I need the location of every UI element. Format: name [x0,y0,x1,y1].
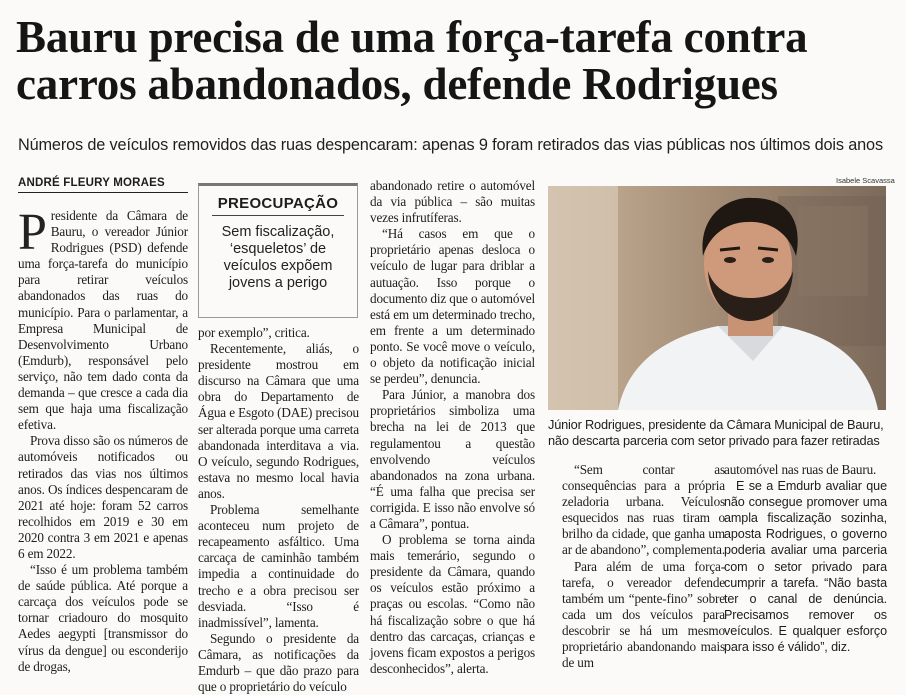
byline: ANDRÉ FLEURY MORAES [18,177,188,193]
portrait-illustration [548,186,886,410]
drop-cap: P [18,204,47,261]
paragraph: Problema semelhante aconteceu num projeto de recapeamento asfáltico. Uma carcaça de caminhão também impedia a continuidade do trecho e a obra precisou ser desviada. “Isso é inadmissível”, lamenta. [198,502,359,630]
headline: Bauru precisa de uma força-tarefa contra carros abandonados, defende Rodrigues [16,12,808,109]
paragraph: automóvel nas ruas de Bauru. [724,462,877,477]
paragraph: Para Júnior, a manobra dos proprietários simboliza uma brecha na lei de 2013 que regulamentou a questão envolvendo veículos abandonados na zona urbana. “É uma falha que precisa ser corrigida. E isso não envolve só a Câmara”, pontua. [370,387,535,531]
paragraph: “Sem contar as consequências para a própria zeladoria urbana. Veículos esquecidos nas ruas tiram o brilho da cidade, que ganha um ar de abandono”, complementa. [562,462,725,558]
sidebar-label: PREOCUPAÇÃO [212,195,345,216]
paragraph: abandonado retire o automóvel da via pública – são muitas vezes infrutíferas. [370,178,535,226]
photo-credit: Isabele Scavassa [836,176,895,185]
article-column-2 [198,325,359,695]
paragraph: por exemplo”, critica. [198,325,310,340]
paragraph: Recentemente, aliás, o presidente mostrou em discurso na Câmara que uma obra do Departamento de Água e Esgoto (DAE) precisou ser alterada porque uma carreta abandonada interditava a via. O veículo, segundo Rodrigues, estava no mesmo local havia anos. [198,341,359,501]
article-column-5 [724,462,887,655]
paragraph: Para além de uma força-tarefa, o vereador defende também um “pente-fino” sobre cada um dos veículos para descobrir se há um mesmo proprietário abandonando mais de um [562,558,725,671]
article-column-4 [562,462,725,671]
paragraph: “Isso é um problema também de saúde pública. Até porque a carcaça dos veículos pode se tornar criadouro do mosquito Aedes aegypti [transmissor do vírus da dengue] ou esconderijo de drogas, [18,562,188,674]
paragraph: Segundo o presidente da Câmara, as notificações da Emdurb – que dão prazo para que o proprietário do veículo [198,630,359,695]
portrait-photo [548,186,886,410]
photo-caption: Júnior Rodrigues, presidente da Câmara Municipal de Bauru, não descarta parceria com setor privado para fazer retiradas [548,417,884,448]
paragraph: E se a Emdurb avaliar que não consegue promover uma ampla fiscalização sozinha, aposta Rodrigues, o governo poderia avaliar uma parceria com o setor privado para cumprir a tarefa. “Não basta ter o canal de denúncia. Precisamos remover os veículos. E qualquer esforço para isso é válido”, diz. [724,479,887,655]
paragraph: Presidente da Câmara de Bauru, o vereador Júnior Rodrigues (PSD) defende uma força-tarefa do município para retirar veículos abandonados das ruas do município. Para o parlamentar, a Empresa Municipal de Desenvolvimento Urbano (Emdurb), responsável pelo serviço, não tem dado conta da demanda – que cresce a cada dia sem que haja uma fiscalização efetiva. [18,204,188,433]
sidebar-box [198,183,358,318]
article-column-3 [370,178,535,677]
paragraph: “Há casos em que o proprietário apenas desloca o veículo de lugar para driblar a autuação. Isso porque o documento diz que o automóvel está em um determinado trecho, em frente a um determinado ponto. Se você move o veículo, o objeto da notificação inicial se perdeu”, denuncia. [370,226,535,387]
paragraph: Prova disso são os números de automóveis notificados ou retirados das vias nos últimos anos. Os índices despencaram de 2021 até hoje: foram 52 carros recolhidos em 2019 e 30 em 2020 contra 3 em 2021 e apenas 6 em 2022. [18,433,188,561]
paragraph: O problema se torna ainda mais temerário, segundo o presidente da Câmara, quando os veículos estão próximo a praças ou escolas. “Como não há fiscalização sobre o que há dentro das carcaças, crianças e jovens ficam expostos a perigos desconhecidos”, alerta. [370,532,535,676]
subheadline: Números de veículos removidos das ruas despencaram: apenas 9 foram retirados das vias públicas nos últimos dois anos [18,136,883,154]
article-column-1 [18,204,188,675]
sidebar-text: Sem fiscalização, ‘esqueletos’ de veículos expõem jovens a perigo [221,224,335,291]
